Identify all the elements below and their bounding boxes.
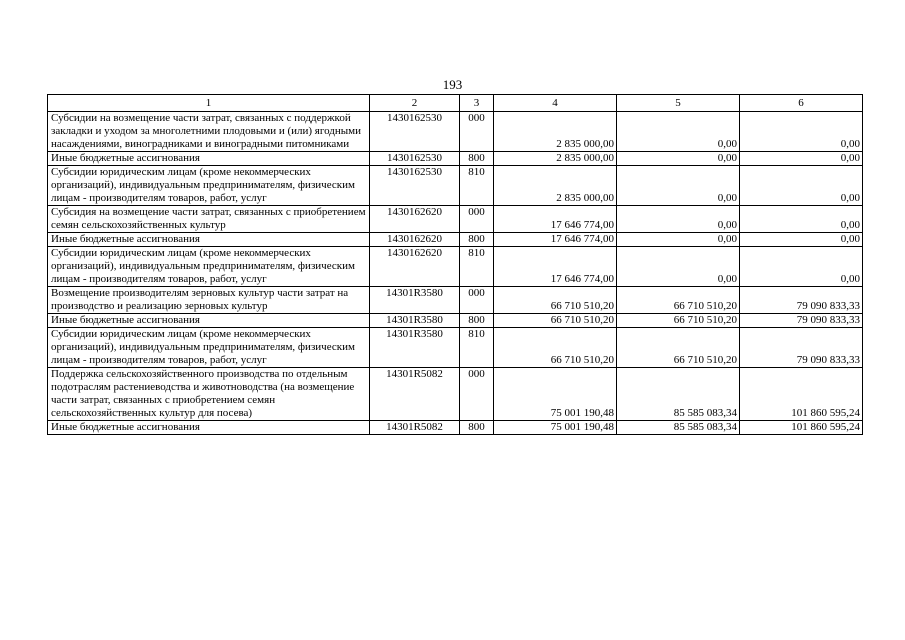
row-name: Субсидии юридическим лицам (кроме некоммерческих организаций), индивидуальным предпринимателям, физическим лицам - производителям товаров, работ, услуг [48, 328, 370, 368]
page-number: 193 [442, 77, 463, 92]
row-name: Возмещение производителям зерновых культур части затрат на производство и реализацию зерновых культур [48, 287, 370, 314]
row-value-6: 79 090 833,33 [740, 314, 863, 328]
row-kind: 800 [460, 421, 494, 435]
column-header-4: 4 [494, 95, 617, 112]
row-value-6: 101 860 595,24 [740, 368, 863, 421]
row-name: Субсидии на возмещение части затрат, связанных с поддержкой закладки и уходом за многолетними плодовыми и (или) ягодными насаждениями, виноградниками и виноградными питомниками [48, 112, 370, 152]
row-value-4: 17 646 774,00 [494, 247, 617, 287]
table-row [48, 206, 863, 233]
table-row [48, 328, 863, 368]
column-header-5: 5 [617, 95, 740, 112]
row-value-6: 101 860 595,24 [740, 421, 863, 435]
row-kind: 800 [460, 314, 494, 328]
table-row [48, 368, 863, 421]
table-header [48, 95, 863, 112]
row-value-4: 66 710 510,20 [494, 287, 617, 314]
row-kind: 000 [460, 206, 494, 233]
row-name: Иные бюджетные ассигнования [48, 421, 370, 435]
row-value-6: 0,00 [740, 152, 863, 166]
column-header-1: 1 [48, 95, 370, 112]
row-value-5: 0,00 [617, 247, 740, 287]
row-value-5: 66 710 510,20 [617, 287, 740, 314]
row-value-6: 0,00 [740, 247, 863, 287]
row-kind: 000 [460, 287, 494, 314]
table-row [48, 247, 863, 287]
row-value-6: 79 090 833,33 [740, 328, 863, 368]
table-row [48, 421, 863, 435]
row-value-4: 75 001 190,48 [494, 368, 617, 421]
row-code: 14301R3580 [370, 328, 460, 368]
header-row [48, 95, 863, 112]
row-code: 1430162530 [370, 152, 460, 166]
column-header-2: 2 [370, 95, 460, 112]
row-value-5: 0,00 [617, 206, 740, 233]
row-name: Субсидия на возмещение части затрат, связанных с приобретением семян сельскохозяйственных культур [48, 206, 370, 233]
row-code: 1430162620 [370, 233, 460, 247]
row-value-5: 0,00 [617, 233, 740, 247]
row-value-5: 66 710 510,20 [617, 314, 740, 328]
row-code: 14301R3580 [370, 314, 460, 328]
table-row [48, 166, 863, 206]
budget-table [47, 94, 863, 435]
row-code: 1430162620 [370, 247, 460, 287]
row-value-4: 2 835 000,00 [494, 112, 617, 152]
row-value-6: 0,00 [740, 166, 863, 206]
row-code: 14301R3580 [370, 287, 460, 314]
row-kind: 810 [460, 166, 494, 206]
row-value-5: 0,00 [617, 152, 740, 166]
row-value-4: 66 710 510,20 [494, 328, 617, 368]
row-kind: 000 [460, 368, 494, 421]
row-value-4: 17 646 774,00 [494, 233, 617, 247]
row-value-4: 2 835 000,00 [494, 152, 617, 166]
row-value-5: 66 710 510,20 [617, 328, 740, 368]
row-value-5: 0,00 [617, 112, 740, 152]
row-value-4: 75 001 190,48 [494, 421, 617, 435]
row-kind: 000 [460, 112, 494, 152]
column-header-3: 3 [460, 95, 494, 112]
row-value-6: 0,00 [740, 233, 863, 247]
column-header-6: 6 [740, 95, 863, 112]
row-value-4: 2 835 000,00 [494, 166, 617, 206]
table-row [48, 287, 863, 314]
table-row [48, 233, 863, 247]
row-value-4: 66 710 510,20 [494, 314, 617, 328]
row-value-5: 0,00 [617, 166, 740, 206]
table-body [48, 112, 863, 435]
row-code: 1430162530 [370, 112, 460, 152]
row-value-6: 0,00 [740, 206, 863, 233]
row-name: Поддержка сельскохозяйственного производства по отдельным подотраслям растениеводства и животноводства (на возмещение части затрат, связанных с приобретением семян сельскохозяйственных культур для посева) [48, 368, 370, 421]
row-value-5: 85 585 083,34 [617, 421, 740, 435]
table-row [48, 112, 863, 152]
table-row [48, 152, 863, 166]
row-value-4: 17 646 774,00 [494, 206, 617, 233]
row-name: Субсидии юридическим лицам (кроме некоммерческих организаций), индивидуальным предпринимателям, физическим лицам - производителям товаров, работ, услуг [48, 166, 370, 206]
row-value-5: 85 585 083,34 [617, 368, 740, 421]
row-kind: 810 [460, 328, 494, 368]
row-value-6: 79 090 833,33 [740, 287, 863, 314]
row-name: Иные бюджетные ассигнования [48, 314, 370, 328]
row-kind: 800 [460, 152, 494, 166]
row-name: Иные бюджетные ассигнования [48, 152, 370, 166]
row-name: Иные бюджетные ассигнования [48, 233, 370, 247]
table-row [48, 314, 863, 328]
row-value-6: 0,00 [740, 112, 863, 152]
row-name: Субсидии юридическим лицам (кроме некоммерческих организаций), индивидуальным предпринимателям, физическим лицам - производителям товаров, работ, услуг [48, 247, 370, 287]
row-kind: 810 [460, 247, 494, 287]
row-code: 1430162620 [370, 206, 460, 233]
row-kind: 800 [460, 233, 494, 247]
row-code: 1430162530 [370, 166, 460, 206]
row-code: 14301R5082 [370, 421, 460, 435]
row-code: 14301R5082 [370, 368, 460, 421]
